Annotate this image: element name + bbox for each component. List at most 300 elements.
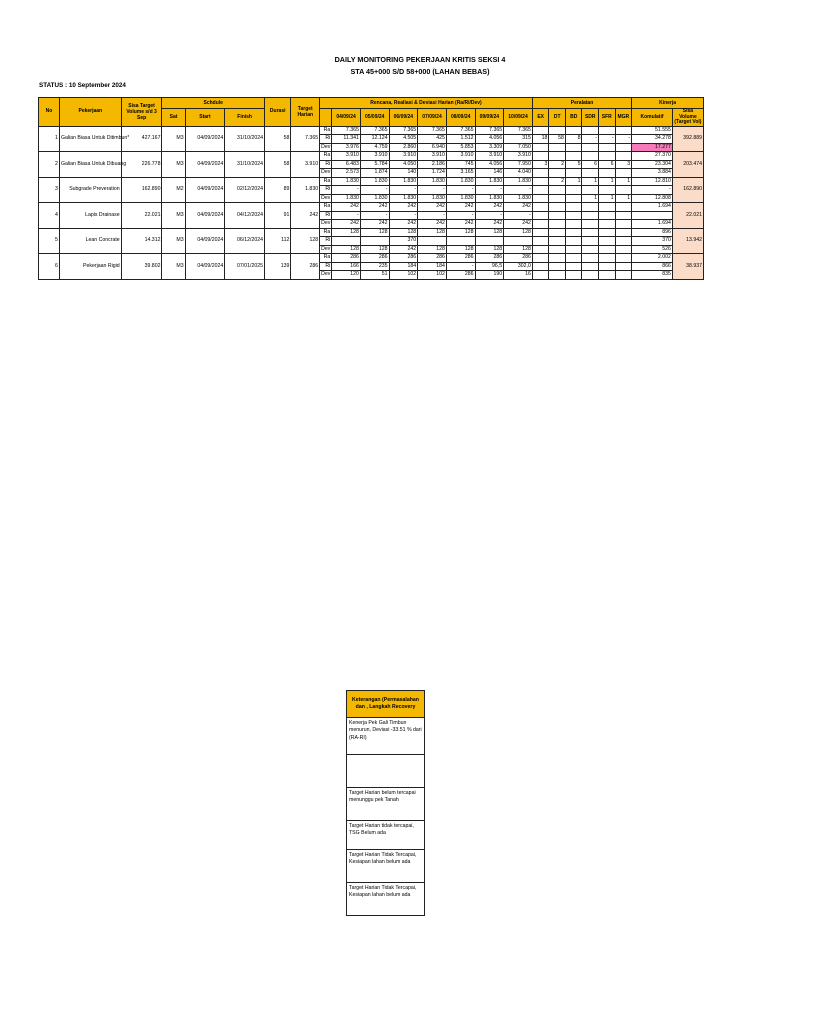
- equipment-count: [582, 254, 599, 263]
- col-date: 07/09/24: [418, 109, 447, 127]
- col-schedule: Schdule: [162, 98, 265, 109]
- row-start: 04/09/2024: [185, 126, 225, 152]
- row-sisa-volume: 22.021: [672, 203, 703, 229]
- equipment-count: [565, 203, 582, 212]
- col-date: 10/09/24: [504, 109, 533, 127]
- equipment-count: [549, 245, 566, 254]
- col-date: 05/09/24: [360, 109, 389, 127]
- equipment-count: 58: [549, 135, 566, 144]
- equipment-count: [615, 186, 632, 195]
- equipment-count: [599, 169, 616, 178]
- equipment-count: [599, 220, 616, 229]
- daily-value: [332, 237, 361, 246]
- daily-value: 4.050: [389, 160, 418, 169]
- equipment-count: -: [615, 135, 632, 144]
- daily-value: 128: [504, 228, 533, 237]
- note-item: [347, 755, 424, 788]
- row-unit: M3: [162, 126, 185, 152]
- daily-value: 51: [360, 271, 389, 280]
- daily-value: 184: [389, 262, 418, 271]
- equipment-count: [582, 143, 599, 152]
- row-kumulatif: 1.694: [632, 220, 673, 229]
- daily-value: [475, 237, 504, 246]
- daily-value: 4.505: [389, 135, 418, 144]
- daily-value: 128: [475, 245, 504, 254]
- daily-value: 190: [475, 271, 504, 280]
- daily-value: 166: [332, 262, 361, 271]
- daily-value: 4.040: [504, 169, 533, 178]
- daily-value: 102: [389, 271, 418, 280]
- daily-value: 3.309: [475, 143, 504, 152]
- daily-value: 235: [360, 262, 389, 271]
- row-target-harian: 1.830: [291, 177, 320, 203]
- equipment-count: [599, 245, 616, 254]
- daily-value: -: [475, 211, 504, 220]
- equipment-count: [532, 186, 549, 195]
- daily-value: 242: [360, 203, 389, 212]
- row-start: 04/09/2024: [185, 254, 225, 280]
- daily-value: 128: [418, 245, 447, 254]
- equipment-count: [549, 143, 566, 152]
- daily-value: 1.830: [360, 194, 389, 203]
- row-type: Ra: [320, 126, 332, 135]
- daily-value: 1.512: [446, 135, 475, 144]
- daily-value: [446, 237, 475, 246]
- daily-value: 2.573: [332, 169, 361, 178]
- col-date: 09/09/24: [475, 109, 504, 127]
- col-date: 04/09/24: [332, 109, 361, 127]
- equipment-count: [582, 186, 599, 195]
- row-name: Pekerjaan Rigid: [59, 254, 121, 280]
- col-target-harian: Target Harian: [291, 98, 320, 127]
- daily-value: 242: [504, 203, 533, 212]
- daily-value: 3.910: [504, 152, 533, 161]
- row-no: 4: [39, 203, 60, 229]
- row-unit: M3: [162, 152, 185, 178]
- equipment-count: [582, 245, 599, 254]
- daily-value: 242: [418, 220, 447, 229]
- row-type: Dev: [321, 194, 331, 201]
- row-finish: 04/12/2024: [225, 203, 265, 229]
- equipment-count: [565, 194, 582, 203]
- equipment-count: [599, 143, 616, 152]
- row-kumulatif: 12.810: [632, 177, 673, 186]
- daily-value: 1.830: [504, 177, 533, 186]
- row-type: Dev: [321, 169, 331, 176]
- equipment-count: [582, 211, 599, 220]
- daily-value: 1.830: [446, 177, 475, 186]
- daily-value: 242: [389, 203, 418, 212]
- daily-value: 242: [418, 203, 447, 212]
- daily-value: 1.830: [446, 194, 475, 203]
- daily-value: 242: [446, 203, 475, 212]
- daily-value: 140: [389, 169, 418, 178]
- equipment-count: 2: [549, 160, 566, 169]
- daily-value: -: [360, 211, 389, 220]
- row-target-harian: 128: [291, 228, 320, 254]
- equipment-count: [615, 126, 632, 135]
- daily-value: 1.830: [332, 177, 361, 186]
- equipment-count: [549, 254, 566, 263]
- equipment-count: [532, 237, 549, 246]
- daily-value: 128: [332, 245, 361, 254]
- col-date: 08/09/24: [446, 109, 475, 127]
- equipment-count: [549, 203, 566, 212]
- col-sisa-target: Sisa Target Volume s/d 3 Sep: [121, 98, 162, 127]
- row-no: 1: [39, 126, 60, 152]
- row-kumulatif: 2.002: [632, 254, 673, 263]
- equipment-count: [599, 262, 616, 271]
- equipment-count: [615, 254, 632, 263]
- row-finish: 07/01/2025: [225, 254, 265, 280]
- row-unit: M3: [162, 228, 185, 254]
- col-date: 06/09/24: [389, 109, 418, 127]
- status-date: STATUS : 10 September 2024: [39, 82, 126, 89]
- daily-value: 7.950: [504, 160, 533, 169]
- note-item: Target Harian Tidak Tercapai, Kesiapan lahan belum ada: [349, 885, 417, 899]
- equipment-count: [549, 220, 566, 229]
- table-row: [39, 228, 704, 237]
- equipment-count: [549, 262, 566, 271]
- equipment-count: 1: [565, 177, 582, 186]
- equipment-count: [532, 194, 549, 203]
- daily-value: 128: [504, 245, 533, 254]
- daily-value: 1.830: [360, 177, 389, 186]
- table-row: [39, 254, 704, 263]
- col-finish: Finish: [225, 109, 265, 127]
- col-durasi: Durasi: [264, 98, 290, 127]
- equipment-count: [565, 237, 582, 246]
- daily-value: 302,0: [504, 262, 533, 271]
- row-type: Ri: [320, 211, 332, 220]
- col-kumulatif: Komulatif: [632, 109, 673, 127]
- equipment-count: 18: [532, 135, 549, 144]
- daily-value: 2.860: [389, 143, 418, 152]
- daily-value: 128: [446, 228, 475, 237]
- equipment-count: [565, 254, 582, 263]
- daily-value: 6.940: [418, 143, 447, 152]
- daily-value: 286: [360, 254, 389, 263]
- daily-value: 120: [332, 271, 361, 280]
- row-kumulatif: 526: [632, 245, 673, 254]
- row-target-harian: 286: [291, 254, 320, 280]
- equipment-count: [615, 262, 632, 271]
- row-sisa-target: 22.021: [121, 203, 162, 229]
- daily-value: 128: [389, 228, 418, 237]
- col-rencana: Rencana, Realiasi & Deviasi Harian (Ra/Ri/Dev): [320, 98, 533, 109]
- row-type: Dev: [321, 245, 331, 252]
- daily-value: 315: [504, 135, 533, 144]
- equipment-count: [532, 203, 549, 212]
- equipment-count: [582, 169, 599, 178]
- equipment-count: [615, 143, 632, 152]
- daily-value: 7.365: [389, 126, 418, 135]
- equipment-count: [565, 262, 582, 271]
- row-type: Ri: [320, 135, 332, 144]
- col-sat: Sat: [162, 109, 185, 127]
- row-durasi: 89: [264, 177, 290, 203]
- equipment-count: 2: [549, 177, 566, 186]
- daily-value: -: [418, 186, 447, 195]
- monitoring-table: [38, 97, 704, 280]
- daily-value: 4.056: [475, 135, 504, 144]
- daily-value: 242: [332, 220, 361, 229]
- daily-value: 146: [475, 169, 504, 178]
- row-start: 04/09/2024: [185, 177, 225, 203]
- equipment-count: 1: [582, 194, 599, 203]
- table-row: [39, 177, 704, 186]
- row-target-harian: 7.365: [291, 126, 320, 152]
- daily-value: 1.830: [389, 194, 418, 203]
- equipment-count: [599, 271, 616, 280]
- row-no: 6: [39, 254, 60, 280]
- daily-value: 286: [475, 254, 504, 263]
- equipment-count: [532, 245, 549, 254]
- daily-value: 1.830: [475, 177, 504, 186]
- row-no: 3: [39, 177, 60, 203]
- daily-value: -: [446, 262, 475, 271]
- row-name: Galian Biasa Untuk Ditimbun*: [59, 126, 121, 152]
- col-equipment: EX: [532, 109, 549, 127]
- row-no: 5: [39, 228, 60, 254]
- daily-value: 11.341: [332, 135, 361, 144]
- equipment-count: [532, 220, 549, 229]
- equipment-count: [582, 126, 599, 135]
- daily-value: 1.724: [418, 169, 447, 178]
- row-sisa-target: 162.890: [121, 177, 162, 203]
- equipment-count: 1: [615, 194, 632, 203]
- daily-value: 286: [418, 254, 447, 263]
- daily-value: 128: [418, 228, 447, 237]
- equipment-count: [532, 228, 549, 237]
- row-name: Lean Concrate: [59, 228, 121, 254]
- row-type: Ra: [320, 254, 332, 263]
- daily-value: 128: [446, 245, 475, 254]
- row-type: Ri: [320, 186, 332, 195]
- daily-value: -: [332, 211, 361, 220]
- equipment-count: [615, 220, 632, 229]
- equipment-count: [599, 228, 616, 237]
- daily-value: -: [389, 186, 418, 195]
- note-item: Target Harian Tidak Tercapai, Kesiapan lahan belum ada: [347, 850, 424, 883]
- row-type: Ri: [320, 262, 332, 271]
- equipment-count: [582, 271, 599, 280]
- equipment-count: [549, 169, 566, 178]
- equipment-count: [532, 254, 549, 263]
- row-finish: 02/12/2024: [225, 177, 265, 203]
- equipment-count: [565, 143, 582, 152]
- row-durasi: 139: [264, 254, 290, 280]
- col-equipment: SFR: [599, 109, 616, 127]
- daily-value: 4.056: [475, 160, 504, 169]
- equipment-count: [599, 211, 616, 220]
- equipment-count: [615, 211, 632, 220]
- daily-value: [418, 237, 447, 246]
- row-type: Dev: [321, 143, 331, 150]
- equipment-count: [565, 220, 582, 229]
- equipment-count: [615, 152, 632, 161]
- equipment-count: [549, 194, 566, 203]
- row-kumulatif: 3.884: [632, 169, 673, 178]
- equipment-count: [532, 271, 549, 280]
- equipment-count: [549, 271, 566, 280]
- row-no: 2: [39, 152, 60, 178]
- col-equipment: SDR: [582, 109, 599, 127]
- daily-value: -: [475, 186, 504, 195]
- daily-value: 7.365: [446, 126, 475, 135]
- col-peralatan: Peralatan: [532, 98, 631, 109]
- equipment-count: [565, 152, 582, 161]
- equipment-count: [549, 126, 566, 135]
- equipment-count: [565, 228, 582, 237]
- daily-value: 7.050: [504, 143, 533, 152]
- daily-value: 7.365: [360, 126, 389, 135]
- daily-value: 242: [475, 203, 504, 212]
- row-sisa-target: 14.312: [121, 228, 162, 254]
- daily-value: 12.124: [360, 135, 389, 144]
- equipment-count: [599, 203, 616, 212]
- row-kumulatif: 1.694: [632, 203, 673, 212]
- daily-value: 102: [418, 271, 447, 280]
- row-durasi: 112: [264, 228, 290, 254]
- row-unit: M3: [162, 203, 185, 229]
- row-name: Subgrade Preveration: [59, 177, 121, 203]
- equipment-count: [599, 152, 616, 161]
- row-name: Lapis Drainase: [59, 203, 121, 229]
- equipment-count: [599, 254, 616, 263]
- document-title: DAILY MONITORING PEKERJAAN KRITIS SEKSI 4: [334, 55, 506, 64]
- daily-value: -: [360, 186, 389, 195]
- row-durasi: 58: [264, 152, 290, 178]
- daily-value: 242: [332, 203, 361, 212]
- equipment-count: [549, 237, 566, 246]
- row-kumulatif: 12.808: [632, 194, 673, 203]
- daily-value: 5.784: [360, 160, 389, 169]
- equipment-count: [565, 245, 582, 254]
- row-type: Dev: [321, 220, 331, 227]
- equipment-count: [549, 228, 566, 237]
- equipment-count: 1: [582, 177, 599, 186]
- daily-value: 5.853: [446, 143, 475, 152]
- equipment-count: [532, 143, 549, 152]
- equipment-count: [582, 262, 599, 271]
- equipment-count: [549, 211, 566, 220]
- daily-value: 286: [446, 254, 475, 263]
- daily-value: 242: [389, 245, 418, 254]
- row-type: Dev: [321, 271, 331, 278]
- daily-value: 7.365: [418, 126, 447, 135]
- table-row: [39, 126, 704, 135]
- daily-value: -: [332, 186, 361, 195]
- daily-value: 242: [504, 220, 533, 229]
- daily-value: [360, 237, 389, 246]
- row-start: 04/09/2024: [185, 152, 225, 178]
- equipment-count: [565, 169, 582, 178]
- equipment-count: 8: [565, 135, 582, 144]
- col-equipment: BD: [565, 109, 582, 127]
- equipment-count: 1: [599, 177, 616, 186]
- row-sisa-volume: 38.937: [672, 254, 703, 280]
- row-type: Ri: [320, 237, 332, 246]
- daily-value: 128: [332, 228, 361, 237]
- equipment-count: [532, 169, 549, 178]
- equipment-count: [532, 152, 549, 161]
- daily-value: [504, 237, 533, 246]
- col-type: [320, 109, 332, 127]
- equipment-count: [615, 203, 632, 212]
- row-type: Ra: [320, 203, 332, 212]
- daily-value: 3.910: [332, 152, 361, 161]
- daily-value: 242: [446, 220, 475, 229]
- row-kumulatif: 23.304: [632, 160, 673, 169]
- daily-value: 286: [504, 254, 533, 263]
- daily-value: -: [504, 186, 533, 195]
- row-start: 04/09/2024: [185, 228, 225, 254]
- equipment-count: [599, 237, 616, 246]
- equipment-count: [582, 152, 599, 161]
- row-type: Ri: [320, 160, 332, 169]
- daily-value: 3.910: [446, 152, 475, 161]
- row-kumulatif: 34.278: [632, 135, 673, 144]
- note-item: Kenerja Pek Gali Timbun menurun, Deviasi -33.51 % dari (RA-RI): [347, 718, 424, 755]
- row-sisa-volume: 13.942: [672, 228, 703, 254]
- row-sisa-target: 39.802: [121, 254, 162, 280]
- daily-value: 128: [475, 228, 504, 237]
- daily-value: 286: [332, 254, 361, 263]
- equipment-count: 3: [532, 160, 549, 169]
- daily-value: 1.830: [418, 177, 447, 186]
- daily-value: 7.365: [504, 126, 533, 135]
- row-kumulatif: 835: [632, 271, 673, 280]
- daily-value: 1.874: [360, 169, 389, 178]
- row-unit: M3: [162, 254, 185, 280]
- row-sisa-volume: 203.474: [672, 152, 703, 178]
- row-finish: 06/12/2024: [225, 228, 265, 254]
- equipment-count: [565, 271, 582, 280]
- row-sisa-target: 226.778: [121, 152, 162, 178]
- row-kumulatif: 51.555: [632, 126, 673, 135]
- row-unit: M2: [162, 177, 185, 203]
- daily-value: 1.830: [418, 194, 447, 203]
- row-type: Ra: [320, 152, 332, 161]
- equipment-count: [599, 126, 616, 135]
- row-finish: 31/10/2024: [225, 152, 265, 178]
- row-name: Galian Biasa Untuk Dibuang: [59, 152, 121, 178]
- row-type: Ra: [320, 228, 332, 237]
- row-finish: 31/10/2024: [225, 126, 265, 152]
- equipment-count: -: [599, 135, 616, 144]
- equipment-count: [549, 186, 566, 195]
- daily-value: 286: [446, 271, 475, 280]
- daily-value: 3.976: [332, 143, 361, 152]
- daily-value: 425: [418, 135, 447, 144]
- daily-value: 184: [418, 262, 447, 271]
- row-sisa-volume: 392.889: [672, 126, 703, 152]
- daily-value: 4.759: [360, 143, 389, 152]
- daily-value: -: [389, 211, 418, 220]
- daily-value: 3.165: [446, 169, 475, 178]
- col-equipment: DT: [549, 109, 566, 127]
- table-row: [39, 152, 704, 161]
- daily-value: 3.910: [389, 152, 418, 161]
- note-item: Target Harian belum tercapai menunggu pek Tanah: [347, 788, 424, 821]
- equipment-count: [549, 152, 566, 161]
- row-kumulatif: 27.370: [632, 152, 673, 161]
- equipment-count: [615, 228, 632, 237]
- col-start: Start: [185, 109, 225, 127]
- equipment-count: [582, 228, 599, 237]
- equipment-count: [582, 220, 599, 229]
